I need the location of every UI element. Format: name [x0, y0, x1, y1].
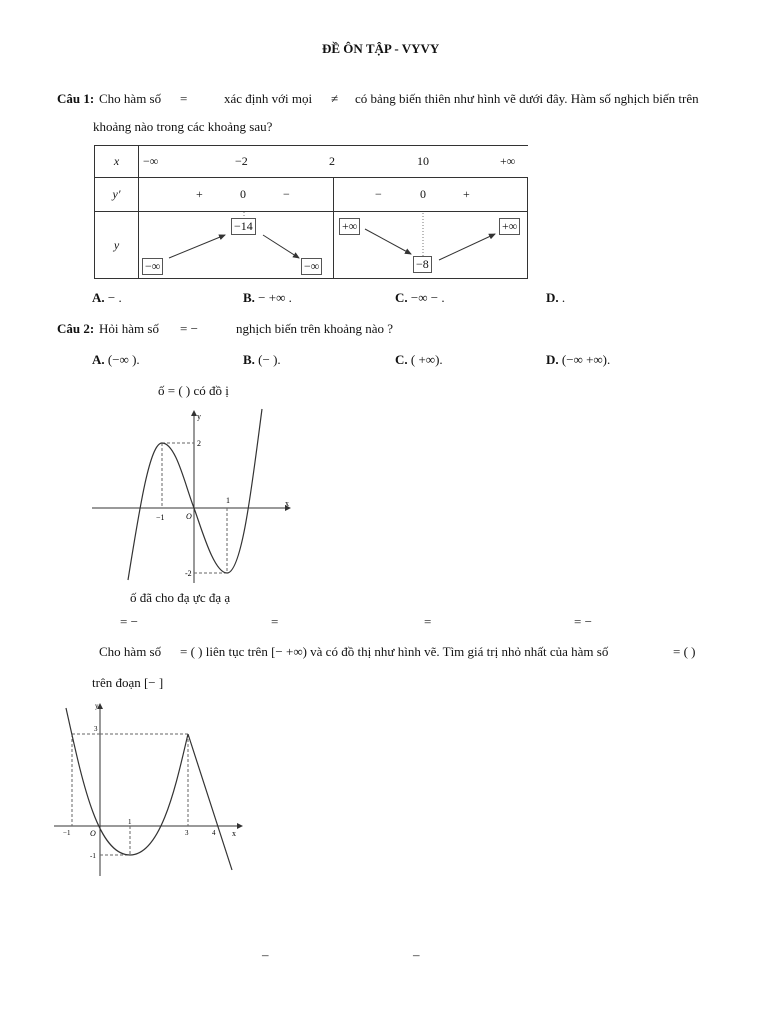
footer-mark: –: [413, 947, 420, 962]
sign: 0: [240, 187, 246, 201]
y-row-label: y: [95, 212, 139, 279]
tick-label: 3: [94, 725, 98, 733]
option-text: .: [561, 290, 566, 305]
yprime-row: [139, 178, 528, 212]
q3-option-a[interactable]: = −: [120, 614, 138, 629]
origin-label: O: [186, 512, 192, 521]
arrow-down: [263, 235, 299, 258]
q1-neq: ≠: [331, 91, 339, 106]
tick-label: −1: [156, 513, 165, 522]
x-value: −∞: [143, 154, 159, 168]
sign: −: [375, 187, 382, 201]
q2-text-b: nghịch biến trên khoảng nào ?: [236, 321, 394, 336]
option-key: A.: [92, 290, 105, 305]
option-key: B.: [243, 290, 255, 305]
parabola-curve: [66, 708, 188, 855]
y-value: +∞: [339, 218, 360, 235]
tick-label: -1: [90, 852, 96, 860]
x-row: [139, 146, 528, 178]
y-value: −∞: [301, 258, 322, 275]
q1-text-b: xác định với mọi: [224, 91, 313, 106]
q4-text-b: = ( ) liên tục trên [− +∞) và có đồ thị như hình vẽ. Tìm giá trị nhỏ nhất của hàm số: [180, 644, 609, 659]
arrow-down: [365, 229, 411, 254]
sign: −: [283, 187, 290, 201]
option-text: (−∞ +∞).: [561, 352, 611, 367]
q3-line1: ố = ( ) có đồ ị: [158, 383, 229, 398]
q4-line2: trên đoạn [− ]: [92, 675, 164, 690]
option-key: D.: [546, 290, 559, 305]
option-text: (− ).: [258, 352, 281, 367]
q3-option-d[interactable]: = −: [574, 614, 592, 629]
q3-option-c[interactable]: =: [424, 614, 432, 629]
q1-text-c: có bảng biến thiên như hình vẽ dưới đây. Hàm số nghịch biến trên: [355, 91, 699, 106]
q1-option-c[interactable]: [395, 290, 445, 306]
arrow-up: [439, 234, 495, 260]
arrow-up: [169, 235, 225, 258]
q1-text-a: Cho hàm số: [99, 91, 162, 106]
origin-label: O: [90, 829, 96, 838]
q2-option-b[interactable]: [243, 352, 281, 368]
axis-label-x: x: [232, 829, 236, 838]
q2-option-c[interactable]: [395, 352, 443, 368]
footer-mark: –: [262, 947, 269, 962]
x-value: 10: [417, 154, 429, 168]
x-row-label: x: [95, 146, 139, 178]
x-value: 2: [329, 154, 335, 168]
q1-option-d[interactable]: [546, 290, 565, 306]
yprime-row-label: y′: [95, 178, 139, 212]
option-text: −∞ − .: [410, 290, 445, 305]
q4-text-a: Cho hàm số: [99, 644, 162, 659]
q3-cubic-graph: [90, 405, 300, 585]
tick-label: −1: [63, 829, 71, 837]
cubic-curve: [128, 409, 262, 580]
option-key: B.: [243, 352, 255, 367]
tick-label: 4: [212, 829, 216, 837]
q3-option-b[interactable]: =: [271, 614, 279, 629]
q1-label: Câu 1:: [57, 91, 95, 106]
axis-label-y: y: [95, 702, 99, 710]
option-text: − +∞ .: [258, 290, 292, 305]
axis-label-x: x: [285, 499, 289, 508]
option-text: ( +∞).: [410, 352, 443, 367]
option-text: − .: [107, 290, 122, 305]
q1-text-line2: khoảng nào trong các khoảng sau?: [93, 119, 273, 134]
y-value: −∞: [142, 258, 163, 275]
q2-option-d[interactable]: [546, 352, 610, 368]
sign: +: [463, 187, 470, 201]
q3-line2: ố đã cho đạ ực đạ ạ: [130, 590, 231, 605]
q2-text-a: Hỏi hàm số: [99, 321, 159, 336]
tick-label: 1: [128, 818, 132, 826]
option-key: D.: [546, 352, 559, 367]
q4-piecewise-graph: [52, 700, 252, 880]
sign: 0: [420, 187, 426, 201]
x-value: +∞: [500, 154, 516, 168]
tick-label: 2: [197, 439, 201, 448]
y-value: −14: [231, 218, 256, 235]
line-segment: [188, 734, 232, 870]
tick-label: 3: [185, 829, 189, 837]
q2-label: Câu 2:: [57, 321, 95, 336]
document-title: ĐỀ ÔN TẬP - VYVY: [322, 41, 440, 56]
x-value: −2: [235, 154, 248, 168]
option-key: A.: [92, 352, 105, 367]
axis-label-y: y: [197, 412, 201, 421]
y-row: [139, 212, 528, 279]
y-value: −8: [413, 256, 432, 273]
tick-label: 1: [226, 496, 230, 505]
option-text: (−∞ ).: [107, 352, 140, 367]
option-key: C.: [395, 352, 408, 367]
q2-option-a[interactable]: [92, 352, 140, 368]
q4-text-c: = ( ): [673, 644, 696, 659]
q1-option-a[interactable]: [92, 290, 122, 306]
tick-label: -2: [185, 569, 192, 578]
variation-table: [94, 145, 528, 279]
sign: +: [196, 187, 203, 201]
q1-eq: =: [180, 91, 188, 106]
y-value: +∞: [499, 218, 520, 235]
q1-option-b[interactable]: [243, 290, 292, 306]
variation-arrows: [139, 212, 529, 279]
q2-eq: = −: [180, 321, 198, 336]
option-key: C.: [395, 290, 408, 305]
